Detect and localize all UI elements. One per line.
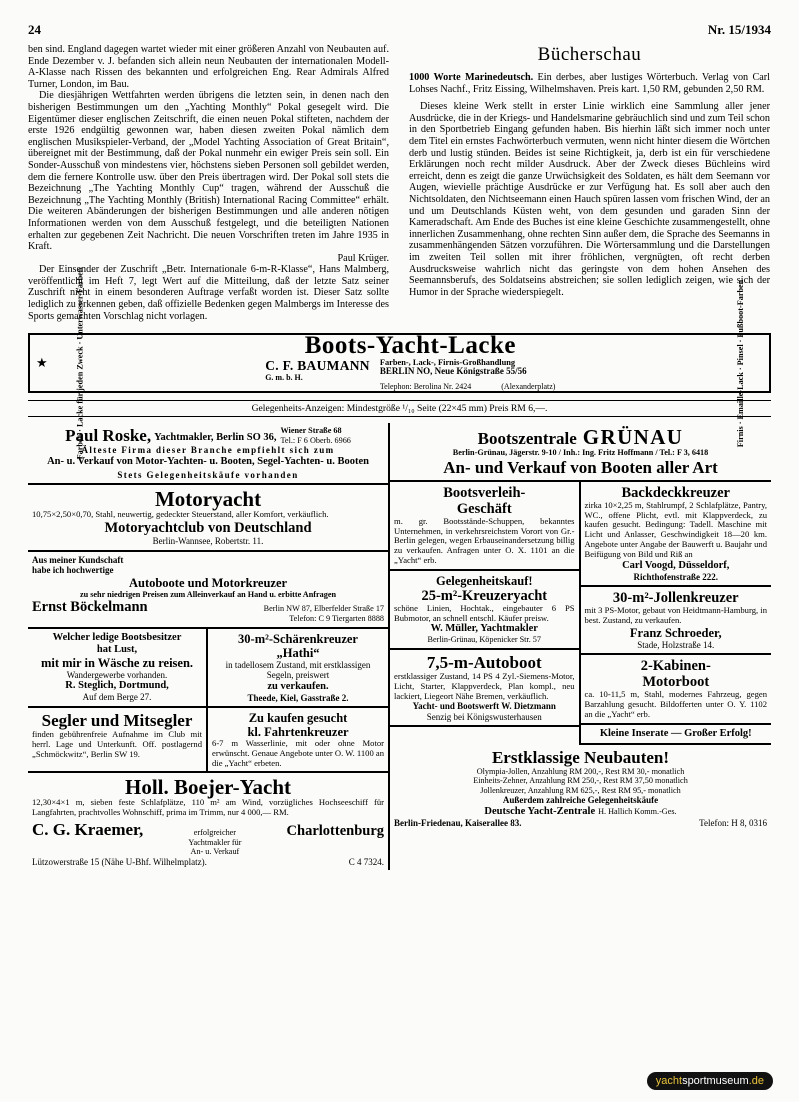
ads-right-column bbox=[388, 423, 771, 870]
ad-line-1: Welcher ledige Bootsbesitzer bbox=[52, 631, 182, 643]
ad-line-1: Aus meiner Kundschaft bbox=[32, 554, 124, 565]
ad-address: Richthofenstraße 222. bbox=[633, 571, 718, 582]
banner-address: BERLIN NO, Neue Königstraße 55/56 bbox=[379, 365, 527, 376]
ad-body: schöne Linien, Hochtak., eingebauter 6 PS Bubmotor, an schnell entschl. Käufer preisw. bbox=[394, 602, 575, 623]
ad-club: Motoryachtclub von Deutschland bbox=[104, 520, 312, 537]
ad-backdeckkreuzer[interactable] bbox=[581, 482, 771, 587]
ad-bootszentrale-gruenau[interactable] bbox=[390, 423, 771, 482]
ad-headline: An- und Verkauf von Booten aller Art bbox=[443, 457, 718, 477]
banner-phone: Telephon: Berolina Nr. 2424 bbox=[379, 381, 472, 391]
ads-right-inner-left bbox=[390, 482, 580, 745]
ad-role: erfolgreicher bbox=[193, 828, 237, 837]
ad-kabinen-motorboot[interactable] bbox=[581, 655, 771, 724]
ad-line-2: habe ich hochwertige bbox=[32, 565, 114, 576]
banner-left-vertical-text: Farben · Lacke für jeden Zweck · Unterwasser-Farben bbox=[75, 267, 85, 460]
ad-address: Auf dem Berge 27. bbox=[82, 692, 152, 703]
ad-gelegenheitskauf-25m[interactable] bbox=[390, 571, 578, 650]
page-sheet bbox=[28, 22, 771, 870]
book-title: 1000 Worte Marinedeutsch. bbox=[409, 72, 534, 83]
ad-steglich[interactable] bbox=[28, 629, 208, 709]
ad-boejer-yacht[interactable] bbox=[28, 773, 388, 870]
ad-line-2: 25-m²-Kreuzeryacht bbox=[421, 587, 548, 604]
ad-advertiser-suffix: H. Hallich Komm.-Ges. bbox=[598, 806, 677, 816]
banner-company: C. F. BAUMANN bbox=[265, 357, 370, 373]
ad-reference: C 4 7324. bbox=[348, 856, 385, 867]
classified-notice: Gelegenheits-Anzeigen: Mindestgröße ¹/₁₀ Seite (22×45 mm) Preis RM 6,—. bbox=[28, 400, 771, 417]
ad-telephone: Tel.: F 6 Oberb. 6966 bbox=[280, 435, 351, 445]
ad-line-3: mit mir in Wäsche zu reisen. bbox=[40, 655, 194, 670]
ad-bootsverleih[interactable] bbox=[390, 482, 578, 571]
ad-line-4: zu verkaufen. bbox=[267, 680, 329, 692]
ad-slogan: Kleine Inserate — Großer Erfolg! bbox=[599, 727, 752, 739]
ad-title: 7,5-m-Autoboot bbox=[426, 653, 542, 673]
ad-row bbox=[28, 708, 388, 773]
ad-hathi[interactable] bbox=[208, 629, 388, 709]
book-details: Ein derbes, aber lustiges Wörterbuch. Verlag von Carl Lohses Nachf., Fritz Eissing, Wilhelmshaven. Preis kart. 1,50 RM, gebunden 2,50 RM. bbox=[409, 72, 770, 95]
ad-line-1: Gelegenheitskauf! bbox=[436, 573, 533, 588]
ad-title: Holl. Boejer-Yacht bbox=[125, 775, 292, 800]
signature: Paul Krüger. bbox=[337, 252, 389, 264]
ad-motoryacht[interactable] bbox=[28, 485, 388, 551]
ad-address: Stade, Holzstraße 14. bbox=[637, 639, 715, 650]
banner-business: Farben-, Lack-, Firnis-Großhandlung bbox=[379, 357, 516, 367]
star-icon: ★ bbox=[36, 355, 48, 371]
ad-address: Wiener Straße 68 bbox=[280, 426, 342, 436]
ad-title: Paul Roske, bbox=[65, 426, 152, 446]
ad-autoboot-75[interactable] bbox=[390, 650, 578, 727]
ad-body: in tadellosem Zustand, mit erstklassigen Segeln, preiswert bbox=[225, 659, 371, 681]
ad-body: mit 3 PS-Motor, gebaut von Heidtmann-Hamburg, in best. Zustand, zu verkaufen. bbox=[584, 605, 767, 625]
ad-line-1: 30-m²-Schärenkreuzer bbox=[238, 631, 358, 646]
ad-advertiser: Carl Voogd, Düsseldorf, bbox=[622, 559, 730, 571]
ad-address: Lützowerstraße 15 (Nähe U-Bhf. Wilhelmplatz). bbox=[32, 856, 207, 867]
ad-address: Senzig bei Königswusterhausen bbox=[426, 711, 542, 722]
ad-role-3: An- u. Verkauf bbox=[190, 847, 240, 857]
ad-title-main: GRÜNAU bbox=[582, 425, 684, 450]
ad-advertiser: Theede, Kiel, Gasstraße 2. bbox=[247, 692, 349, 703]
ad-jollenkreuzer-30[interactable] bbox=[581, 587, 771, 655]
ad-address: Berlin-Friedenau, Kaiserallee 83. bbox=[394, 817, 522, 828]
ad-boat-name: „Hathi“ bbox=[276, 645, 320, 660]
ad-advertiser: Deutsche Yacht-Zentrale bbox=[484, 805, 596, 817]
ad-specs: 10,75×2,50×0,70, Stahl, neuwertig, gedeckter Steuerstand, aller Komfort, verkäuflich. bbox=[32, 509, 329, 520]
ads-right-inner-right bbox=[581, 482, 771, 745]
ad-club-address: Berlin-Wannsee, Robertstr. 11. bbox=[152, 536, 264, 547]
ad-fahrtenkreuzer-gesucht[interactable] bbox=[208, 708, 388, 773]
ad-kleine-inserate[interactable] bbox=[581, 725, 771, 745]
section-title: Bücherschau bbox=[537, 44, 642, 65]
ad-line-1: Zu kaufen gesucht bbox=[248, 711, 348, 726]
ad-line-4: Wandergewerbe vorhanden. bbox=[66, 669, 168, 680]
paragraph: Die diesjährigen Wettfahrten werden übrigens die letzten sein, in denen nach den bisherigen Bestimmungen um den „Yachting Monthly“ Pokal gesegelt wird. Die Eigentümer dieser englischen Zeitschrift, die einen neuen Pokal stifteten, nachdem der erste 1926 endgültig gewonnen war, haben diesen zweiten Pokal nämlich dem englischen Musikspieler-Verband, der „Model Yachting Association of Great Britain“, übereignet mit der Bestimmung, daß der Pokal nunmehr ein ewiger Preis sein soll. Ein Sonder-Ausschuß von mindestens vier, höchstens sieben Personen soll gebildet werden, dem die fernere Kontrolle usw. über den Preis übertragen wird. Der Pokal soll stets die Bezeichnung „The Yachting Monthly Cup“ tragen, während der Ausschuß die Bezeichnung „The Yachting Monthly (British) International Racing Committee“ erhält. Die weiteren Abänderungen der bisherigen Bestimmungen und alle anderen nötigen Informationen werden von dem Ausschuß festgelegt, und die beteiligten Nationen erhalten zur gegebenen Zeit Nachricht. Die neuen Vorschriften treten im Jahre 1935 in Kraft. bbox=[28, 90, 389, 253]
ad-line-2: Motorboot bbox=[642, 674, 710, 691]
ad-title: 30-m²-Jollenkreuzer bbox=[612, 590, 739, 607]
ad-line-3: zu sehr niedrigen Preisen zum Alleinverkauf an Hand u. erbitte Anfragen bbox=[80, 589, 337, 599]
paragraph: ben sind. England dagegen wartet wieder mit einer größeren Anzahl von Neubauten auf. Ende Dezember v. J. befanden sich allein neun Neubauten der internationalen Modell-A-Klasse nach Rissen des bekannten und erfolgreichen Eng. Rear Admirals Alfred Turner, London, im Bau. bbox=[28, 44, 389, 90]
ad-line-1: Bootsverleih- bbox=[443, 484, 526, 501]
paragraph: Der Einsender der Zuschrift „Betr. Internationale 6-m-R-Klasse“, Hans Malmberg, veröffentlicht im Heft 7, legt Wert auf die Mitteilung, daß der letzte Satz seiner Zuschrift nicht in einem besonderen Auftrage verfaßt worden ist. Dieser Satz sollte lediglich zu erkennen geben, daß offizielle Bedenken gegen Malmbergs im Interesse des Sports gemachten Vorschlag nicht vorlagen. bbox=[28, 264, 389, 322]
ad-advertiser: W. Müller, Yachtmakler bbox=[430, 623, 538, 635]
ads-left-column bbox=[28, 423, 388, 870]
ad-place: Charlottenburg bbox=[286, 823, 385, 839]
book-entry bbox=[409, 72, 770, 95]
ad-body: erstklassiger Zustand, 14 PS 4 Zyl.-Siemens-Motor, Licht, Starter, Klappverdeck, Plan kompl., neu lackiert, Liegeort Nähe Bremen, verkäuflich. bbox=[394, 671, 575, 701]
two-column-body bbox=[28, 44, 771, 322]
banner-right-vertical-text: Firnis · Emaille-Lack · Pinsel · Fußboot-Farben bbox=[736, 279, 746, 447]
right-text-column bbox=[409, 44, 770, 322]
ad-erstklassige-neubauten[interactable] bbox=[390, 745, 771, 832]
watermark-mid: sportmuseum bbox=[682, 1075, 749, 1087]
ad-body: zirka 10×2,25 m, Stahlrumpf, 2 Schlafplätze, Pantry, WC., offene Plicht, evtl. mit Klappverdeck, zu kaufen gesucht. Bedingung: Tadell. Maschine mit Licht und Anlasser, Geschwindigkeit 18—20 km. Angebote unter Angabe der Bauwerft u. Baujahr und Beifügung von Bild und Riß an bbox=[584, 499, 767, 559]
ad-note: Außerdem zahlreiche Gelegenheitskäufe bbox=[502, 795, 659, 806]
banner-district: (Alexanderplatz) bbox=[501, 381, 556, 391]
ad-subtitle: Berlin-Grünau, Jägerstr. 9-10 / Inh.: Ing. Fritz Hoffmann / Tel.: F 3, 6418 bbox=[452, 448, 709, 458]
classified-ads bbox=[28, 423, 771, 870]
ad-segler-mitsegler[interactable] bbox=[28, 708, 208, 773]
ad-role-2: Yachtmakler für bbox=[188, 837, 242, 847]
ad-specs: 12,30×4×1 m, sieben feste Schlafplätze, 110 m² am Wind, vorzügliches Hochseeschiff für Langfahrten, prachtvolles Wohnschiff, prima im Trimm, nur 4 000,— RM. bbox=[32, 797, 385, 818]
ad-title: Segler und Mitsegler bbox=[41, 711, 193, 731]
ad-address: Berlin NW 87, Elberfelder Straße 17 bbox=[263, 604, 385, 614]
ad-telephone: Telefon: C 9 Tiergarten 8888 bbox=[289, 613, 385, 623]
page-header bbox=[28, 22, 771, 38]
ad-advertiser: Franz Schroeder, bbox=[629, 625, 722, 640]
ad-line-2: Älteste Firma dieser Branche empfiehlt sich zum bbox=[81, 445, 335, 456]
page-number: 24 bbox=[28, 22, 41, 37]
ad-row-3: Jollenkreuzer, Anzahlung RM 625,-, Rest RM 95,- monatlich bbox=[480, 785, 681, 795]
ad-advertiser: R. Steglich, Dortmund, bbox=[65, 680, 169, 692]
ad-body: ca. 10-11,5 m, Stahl, modernes Fahrzeug, gegen Barzahlung gesucht. Bildofferten unter O. Y. 1102 an die „Yacht“ erb. bbox=[584, 689, 767, 719]
ad-boeckelmann[interactable] bbox=[28, 552, 388, 629]
banner-title: Boots-Yacht-Lacke bbox=[304, 331, 516, 359]
ad-advertiser: Ernst Böckelmann bbox=[32, 599, 148, 616]
banner-gmbh: G. m. b. H. bbox=[265, 372, 303, 382]
ad-telephone: Telefon: H 8, 0316 bbox=[699, 817, 767, 828]
ad-title-pre: Bootszentrale bbox=[477, 429, 577, 449]
ad-row bbox=[390, 482, 771, 745]
ad-title: Motoryacht bbox=[154, 487, 262, 512]
ad-headline: Autoboote und Motorkreuzer bbox=[128, 575, 288, 590]
ad-row-1: Olympia-Jollen, Anzahlung RM 200,-, Rest RM 30,- monatlich bbox=[476, 766, 685, 776]
ad-row bbox=[28, 629, 388, 709]
ad-line-2: Geschäft bbox=[456, 500, 512, 517]
watermark-post: .de bbox=[748, 1075, 764, 1087]
banner-center bbox=[108, 333, 713, 394]
ad-body: finden gebührenfreie Aufnahme im Club mit herrl. Lage und Unterkunft. Off. postlagernd „Schmöckwitz“, Berlin SW 19. bbox=[32, 729, 203, 759]
ad-title: Backdeckkreuzer bbox=[621, 484, 730, 501]
ad-body: 6-7 m Wasserlinie, mit oder ohne Motor erwünscht. Genaue Angebote unter O. W. 1100 an die „Yacht“ erbeten. bbox=[212, 738, 385, 768]
watermark-logo bbox=[647, 1072, 773, 1090]
ad-line-2: kl. Fahrtenkreuzer bbox=[247, 725, 349, 740]
ad-row-2: Einheits-Zehner, Anzahlung RM 250,-, Rest RM 37,50 monatlich bbox=[473, 776, 688, 786]
ad-subtitle: Yachtmakler, Berlin SO 36, bbox=[154, 432, 277, 444]
ad-line-1: 2-Kabinen- bbox=[640, 658, 711, 675]
ad-line-4: Stets Gelegenheitskäufe vorhanden bbox=[117, 469, 299, 480]
ad-address: Berlin-Grünau, Köpenicker Str. 57 bbox=[427, 635, 541, 645]
ad-advertiser: Yacht- und Bootswerft W. Dietzmann bbox=[412, 701, 556, 712]
issue-number: Nr. 15/1934 bbox=[707, 22, 771, 37]
ad-advertiser: C. G. Kraemer, bbox=[32, 820, 144, 839]
ad-body: m. gr. Bootsstände-Schuppen, bekanntes Unternehmen, in verkehrsreichstem Vorort von Gr.-Berlin gelegen, wegen Erbauseinandersetzung billig zu verkaufen. Anfragen unter O. X. 1101 an die „Yacht“ erb. bbox=[394, 515, 575, 566]
ad-line-3: An- u. Verkauf von Motor-Yachten- u. Booten, Segel-Yachten- u. Booten bbox=[47, 455, 369, 467]
book-review: Dieses kleine Werk stellt in erster Linie wirklich eine Sammlung aller jener Ausdrücke, die in der Kriegs- und Handelsmarine gebräuchlich sind und zum Teil schon in den Sportbetrieb Eingang gefunden haben. Bis hierhin läßt sich immer noch unter dem Titel ein ernstes Fachwörterbuch vermuten, wenn nicht hinter diesem die Wörtchen derb und lustig stünden. Beides ist seine Richtigkeit, ja, derb ist ein für verschiedene Erklärungen noch recht milder Ausdruck. Aber der Zweck dieses Büchleins wird erreicht, denn es zeigt die ganze Urwüchsigkeit des Soldaten, es hält dem Seemann vor Augen, wievielle prächtige Ausdrücke er zur Verfügung hat. Es soll aber auch den Nichtsoldaten, den Nichtseemann einen Hauch spüren lassen vom frischen Wind, der an und um Deutschlands Küsten weht, von dem gesunden und garaden Sinn der Kameradschaft. Am Ende des Buches ist eine kleine Geschichte zusammengestellt, ohne innerlichen Zusammenhang, ohne rechten Sinn außer dem, die Sprache des Seemanns in zusammenhängenden Sätzen vorzuführen. Die Wörtersammlung und die Darstellungen im zweiten Teil sollen mit ihrer fröhlichen, vergnügten, oft recht derben Ausdrucksweise wahrlich nicht das geringste von dem hohen Ansehen des Seemannsberufs, des Soldatseins abstreichen; sie sollen lediglich zeigen, wie sich der Humor in der Sprache wiederspiegelt. bbox=[409, 101, 770, 298]
ad-line-2: hat Lust, bbox=[96, 643, 138, 655]
ad-title: Erstklassige Neubauten! bbox=[491, 747, 670, 767]
watermark-pre: yacht bbox=[655, 1075, 683, 1087]
